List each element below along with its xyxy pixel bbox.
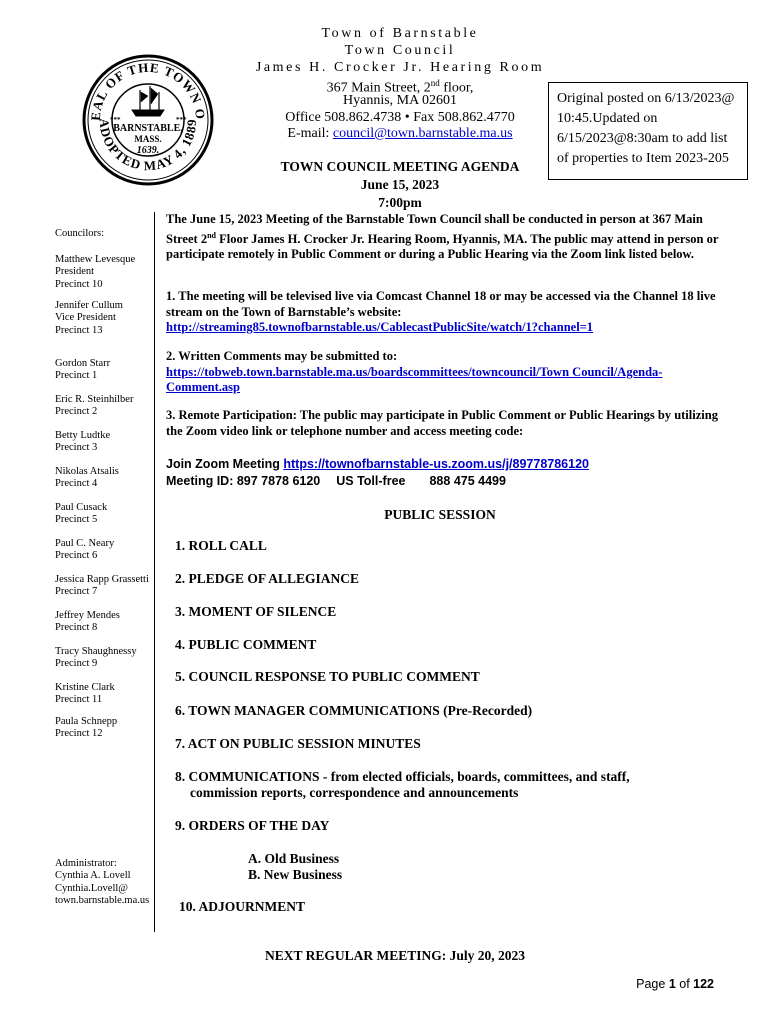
- zoom-meeting-id-line: Meeting ID: 897 7878 6120 US Toll-free 888 475 4499: [166, 474, 506, 488]
- svg-text:***: ***: [110, 116, 121, 124]
- councilor-name: Matthew Levesque: [55, 254, 136, 265]
- public-session-heading: PUBLIC SESSION: [384, 507, 496, 522]
- agenda-item-4: 4. PUBLIC COMMENT: [175, 637, 317, 652]
- intro-paragraph: The June 15, 2023 Meeting of the Barnstable Town Council shall be conducted in person at 367 Main Street 2nd Floor James H. Crocker Jr. Hearing Room, Hyannis, MA. The public may attend in person or participate remotely in Public Comment or during a Public Hearing via the Zoom link listed below.: [166, 212, 719, 262]
- address-line: 367 Main Street, 2nd floor,: [326, 78, 474, 96]
- councilor-entry: [55, 502, 155, 527]
- councilor-name: Gordon Starr: [55, 358, 111, 369]
- councilor-role: President: [55, 266, 95, 278]
- hearing-room: James H. Crocker Jr. Hearing Room: [255, 60, 545, 75]
- agenda-title: TOWN COUNCIL MEETING AGENDA: [280, 159, 520, 174]
- councilor-precinct: Precinct 1: [55, 370, 98, 382]
- agenda-time: 7:00pm: [378, 195, 422, 210]
- agenda-comment-link[interactable]: https://tobweb.town.barnstable.ma.us/boardscommittees/towncouncil/Town Council/Agenda-Comment.asp: [166, 364, 663, 395]
- councilor-precinct: Precinct 13: [55, 324, 103, 336]
- councilor-entry: [55, 574, 155, 599]
- agenda-date: June 15, 2023: [360, 177, 440, 192]
- councilor-entry: [55, 394, 155, 419]
- councilor-entry: [55, 610, 155, 635]
- agenda-item-9: 9. ORDERS OF THE DAY: [175, 818, 330, 833]
- agenda-item-1: 1. ROLL CALL: [175, 538, 267, 553]
- remote-participation-paragraph: 3. Remote Participation: The public may participate in Public Comment or Public Hearings by utilizing the Zoom video link or telephone number and access meeting code:: [166, 408, 718, 438]
- agenda-item-5: 5. COUNCIL RESPONSE TO PUBLIC COMMENT: [175, 669, 480, 684]
- councilor-entry: [55, 254, 155, 291]
- councilor-entry: [55, 646, 155, 671]
- new-business-subitem: B. New Business: [248, 867, 343, 882]
- councilor-precinct: Precinct 3: [55, 442, 98, 454]
- old-business-subitem: A. Old Business: [248, 851, 340, 866]
- councilor-precinct: Precinct 11: [55, 694, 103, 706]
- councilor-role: Vice President: [55, 312, 116, 324]
- councilor-name: Kristine Clark: [55, 682, 115, 693]
- councilor-entry: [55, 538, 155, 563]
- councilor-name: Paul Cusack: [55, 502, 108, 513]
- councilor-precinct: Precinct 2: [55, 406, 98, 418]
- streaming-link[interactable]: http://streaming85.townofbarnstable.us/CablecastPublicSite/watch/1?channel=1: [166, 320, 594, 335]
- svg-text:***: ***: [176, 116, 187, 124]
- councilor-entry: [55, 300, 155, 337]
- svg-text:ADOPTED MAY 4, 1889: ADOPTED MAY 4, 1889: [96, 118, 200, 174]
- councilor-name: Eric R. Steinhilber: [55, 394, 134, 405]
- councilor-name: Jeffrey Mendes: [55, 610, 120, 621]
- svg-text:1639.: 1639.: [136, 145, 160, 156]
- councilor-entry: [55, 716, 155, 741]
- city-line: Hyannis, MA 02601: [343, 93, 457, 108]
- councilor-name: Paula Schnepp: [55, 716, 118, 727]
- agenda-item-3: 3. MOMENT OF SILENCE: [175, 604, 337, 619]
- agenda-item-8-continued: commission reports, correspondence and announcements: [190, 785, 519, 800]
- town-seal: [80, 52, 216, 188]
- councilor-precinct: Precinct 12: [55, 728, 103, 740]
- councilor-precinct: Precinct 7: [55, 586, 98, 598]
- broadcast-paragraph: 1. The meeting will be televised live via Comcast Channel 18 or may be accessed via the Channel 18 live stream on the Town of Barnstable’s website: http://streaming85.townofbarnstable.us/CablecastPublicSite/watch/1?channel=1: [166, 289, 716, 335]
- councilor-name: Nikolas Atsalis: [55, 466, 119, 477]
- svg-text:BARNSTABLE,: BARNSTABLE,: [113, 123, 183, 134]
- town-seal-icon: [80, 52, 216, 188]
- councilor-precinct: Precinct 6: [55, 550, 98, 562]
- email-line: E-mail: council@town.barnstable.ma.us: [287, 126, 513, 141]
- town-name: Town of Barnstable: [321, 26, 479, 41]
- zoom-join-line: Join Zoom Meeting https://townofbarnstable-us.zoom.us/j/89778786120: [166, 457, 589, 471]
- page-number: Page 1 of 122: [636, 977, 714, 991]
- zoom-meeting-link[interactable]: https://townofbarnstable-us.zoom.us/j/89778786120: [283, 457, 589, 471]
- agenda-item-6: 6. TOWN MANAGER COMMUNICATIONS (Pre-Recorded): [175, 703, 533, 718]
- administrator-block: Administrator: Cynthia A. Lovell Cynthia.Lovell@ town.barnstable.ma.us: [55, 858, 150, 907]
- agenda-item-10: 10. ADJOURNMENT: [179, 899, 306, 914]
- ship-icon: [132, 86, 164, 116]
- councilor-name: Paul C. Neary: [55, 538, 115, 549]
- councilor-entry: [55, 682, 155, 707]
- councilor-name: Jessica Rapp Grassetti: [55, 574, 149, 585]
- councilor-entry: [55, 430, 155, 455]
- councilor-precinct: Precinct 9: [55, 658, 98, 670]
- councilor-name: Betty Ludtke: [55, 430, 111, 441]
- council-email-link[interactable]: council@town.barnstable.ma.us: [332, 126, 513, 141]
- agenda-item-2: 2. PLEDGE OF ALLEGIANCE: [175, 571, 360, 586]
- agenda-item-7: 7. ACT ON PUBLIC SESSION MINUTES: [175, 736, 421, 751]
- councilor-precinct: Precinct 8: [55, 622, 98, 634]
- agenda-item-8: 8. COMMUNICATIONS - from elected officials, boards, committees, and staff,: [175, 769, 630, 784]
- councilor-entry: [55, 358, 155, 383]
- councilor-precinct: Precinct 10: [55, 278, 103, 290]
- councilors-heading: Councilors:: [55, 228, 104, 239]
- written-comments-paragraph: 2. Written Comments may be submitted to: https://tobweb.town.barnstable.ma.us/boardscommittees/towncouncil/Town Council/Agenda-Comment.asp: [166, 349, 663, 395]
- posting-notice: Original posted on 6/13/2023@ 10:45.Updated on 6/15/2023@8:30am to add list of properties to Item 2023-205: [548, 82, 748, 180]
- councilor-name: Jennifer Cullum: [55, 300, 123, 311]
- councilor-entry: [55, 466, 155, 491]
- councilor-precinct: Precinct 4: [55, 478, 98, 490]
- svg-text:SEAL OF THE TOWN OF: EAL OF THE TOWN O: [87, 59, 209, 122]
- phone-fax-line: Office 508.862.4738 • Fax 508.862.4770: [285, 110, 515, 125]
- councilor-precinct: Precinct 5: [55, 514, 98, 526]
- svg-text:MASS.: MASS.: [134, 134, 162, 144]
- next-meeting: NEXT REGULAR MEETING: July 20, 2023: [264, 948, 526, 963]
- council-name: Town Council: [344, 43, 456, 58]
- councilor-name: Tracy Shaughnessy: [55, 646, 137, 657]
